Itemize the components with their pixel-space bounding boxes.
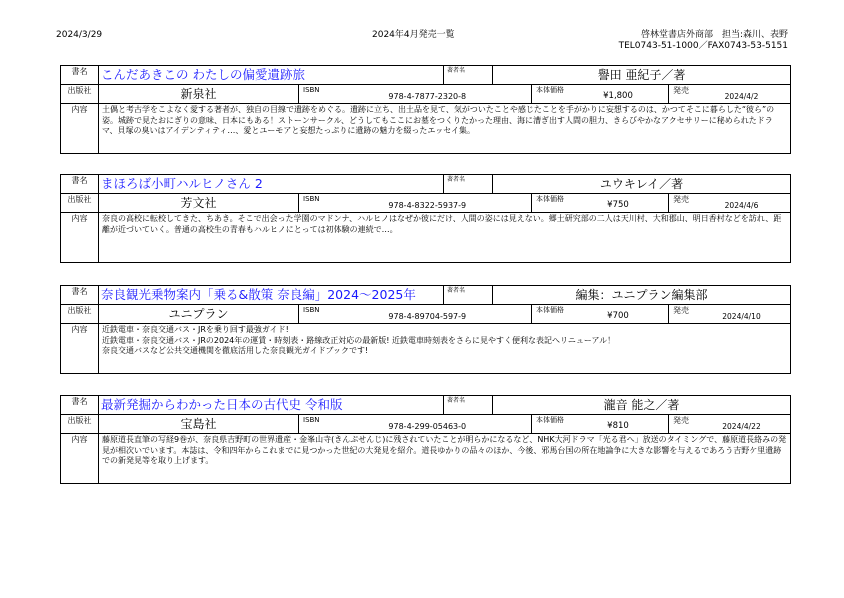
- author-label: 著者名: [444, 286, 493, 304]
- store-contact: [619, 30, 788, 52]
- book-isbn: 978-4-8322-5937-9: [388, 201, 467, 210]
- release-label: 発売: [673, 306, 689, 315]
- author-label: 著者名: [444, 66, 493, 84]
- book-description: 奈良の高校に転校してきた、ちあき。そこで出会った学園のマドンナ、ハルヒノはなぜか彼にだけ、人間の姿には見えない。郷土研究部の二人は天川村、大和郡山、明日香村などを訪れ、距離が近づいていく。普通の高校生の青春もハルヒノにとっては初体験の連続で…。: [102, 214, 782, 234]
- book-price: ¥700: [607, 311, 629, 321]
- list-date: 2024/3/29: [56, 30, 103, 40]
- book-title[interactable]: 最新発掘からわかった日本の古代史 令和版: [99, 396, 444, 414]
- publisher-label: 出版社: [61, 305, 99, 323]
- store-phone-fax: TEL0743-51-1000／FAX0743-53-5151: [618, 41, 788, 51]
- isbn-label: ISBN: [303, 306, 320, 314]
- title-label: 書名: [61, 286, 99, 304]
- book-publisher: ユニプラン: [99, 305, 299, 323]
- content-label: 内容: [61, 213, 99, 262]
- book-price: ¥1,800: [603, 91, 633, 101]
- store-staff: 啓林堂書店外商部 担当:森川、表野: [640, 30, 788, 40]
- book-title[interactable]: 奈良観光乗物案内「乗る&散策 奈良編」2024～2025年: [99, 286, 444, 304]
- book-meta-row: [61, 85, 790, 104]
- price-cell: [532, 194, 669, 212]
- isbn-label: ISBN: [303, 86, 320, 94]
- author-label: 著者名: [444, 175, 493, 193]
- book-content-row: [61, 104, 790, 153]
- price-cell: [532, 85, 669, 103]
- book-author: 編集：ユニプラン編集部: [575, 288, 708, 302]
- price-cell: [532, 415, 669, 433]
- publisher-label: 出版社: [61, 85, 99, 103]
- book-release-date: 2024/4/10: [722, 312, 761, 321]
- isbn-cell: [299, 194, 532, 212]
- book-author: ユウキレイ／著: [599, 177, 684, 191]
- book-publisher: 宝島社: [99, 415, 299, 433]
- release-cell: [669, 85, 790, 103]
- book-content-row: [61, 213, 790, 262]
- author-label: 著者名: [444, 396, 493, 414]
- title-label: 書名: [61, 396, 99, 414]
- title-label: 書名: [61, 175, 99, 193]
- price-label: 本体価格: [536, 86, 564, 94]
- release-label: 発売: [673, 195, 689, 204]
- book-title-row: [61, 66, 790, 85]
- isbn-cell: [299, 415, 532, 433]
- content-label: 内容: [61, 434, 99, 483]
- book-isbn: 978-4-89704-597-9: [388, 312, 467, 321]
- book-price: ¥750: [607, 200, 629, 210]
- price-label: 本体価格: [536, 416, 564, 424]
- book-card: [60, 174, 791, 263]
- book-meta-row: [61, 415, 790, 434]
- book-isbn: 978-4-7877-2320-8: [388, 92, 467, 101]
- book-description: 藤原道長直筆の写経9巻が、奈良県吉野町の世界遺産・金峯山寺(きんぷせんじ)に残されていたことが明らかになるなど、NHK大河ドラマ「光る君へ」放送のタイミングで、藤原道長絡みの発見が相次いでいます。本誌は、令和四年からこれまでに見つかった世紀の大発見を紹介。道長ゆかりの品々のほか、今後、邪馬台国の所在地論争に大きな影響を与えるであろう吉野ケ里遺跡での新発見等を取り上げます。: [102, 435, 787, 465]
- book-price: ¥810: [607, 421, 629, 431]
- release-cell: [669, 415, 790, 433]
- book-title[interactable]: まほろば小町ハルヒノさん 2: [99, 175, 444, 193]
- book-publisher: 新泉社: [99, 85, 299, 103]
- book-title-row: [61, 175, 790, 194]
- release-label: 発売: [673, 416, 689, 425]
- book-card: [60, 65, 791, 154]
- book-title-row: [61, 286, 790, 305]
- book-publisher: 芳文社: [99, 194, 299, 212]
- book-author: 譽田 亜紀子／著: [597, 68, 686, 82]
- book-author: 瀧音 能之／著: [603, 398, 680, 412]
- book-card: [60, 285, 791, 374]
- book-description: 近鉄電車・奈良交通バス・JRを乗り回す最強ガイド! 近鉄電車・奈良交通バス・JRの2024年の運賃・時刻表・路線改正対応の最新版! 近鉄電車時刻表をさらに見やすく便利な表記へリニューアル！ 奈良交通バスなど公共交通機関を徹底活用した奈良観光ガイドブックです!: [102, 325, 616, 355]
- content-label: 内容: [61, 324, 99, 373]
- book-title-row: [61, 396, 790, 415]
- book-card: [60, 395, 791, 484]
- price-cell: [532, 305, 669, 323]
- publisher-label: 出版社: [61, 415, 99, 433]
- isbn-cell: [299, 305, 532, 323]
- release-label: 発売: [673, 86, 689, 95]
- book-description: 土偶と考古学をこよなく愛する著者が、独自の目線で遺跡をめぐる。遺跡に立ち、出土品を見て、気がついたことや感じたことを手がかりに妄想するのは、かつてそこに暮らした“彼ら”の姿。城跡で見たおにぎりの意味、日本にもある！ストーンサークル、どうしてもここにお墓をつくりたかった理由、海に漕ぎ出す人間の胆力、きらびやかなアクセサリーに秘められたドラマ、貝塚の臭いはアイデンティティ…、愛とユーモアと妄想たっぷりに遺跡の魅力を綴ったエッセイ集。: [102, 105, 775, 135]
- book-meta-row: [61, 194, 790, 213]
- book-release-date: 2024/4/2: [724, 92, 759, 101]
- price-label: 本体価格: [536, 195, 564, 203]
- book-content-row: [61, 324, 790, 373]
- isbn-label: ISBN: [303, 416, 320, 424]
- price-label: 本体価格: [536, 306, 564, 314]
- book-title[interactable]: こんだあきこの わたしの偏愛遺跡旅: [99, 66, 444, 84]
- publisher-label: 出版社: [61, 194, 99, 212]
- book-release-date: 2024/4/22: [722, 422, 761, 431]
- book-release-date: 2024/4/6: [724, 201, 759, 210]
- title-label: 書名: [61, 66, 99, 84]
- isbn-cell: [299, 85, 532, 103]
- release-cell: [669, 194, 790, 212]
- book-isbn: 978-4-299-05463-0: [388, 422, 467, 431]
- content-label: 内容: [61, 104, 99, 153]
- release-cell: [669, 305, 790, 323]
- isbn-label: ISBN: [303, 195, 320, 203]
- book-content-row: [61, 434, 790, 483]
- book-meta-row: [61, 305, 790, 324]
- list-title: 2024年4月発売一覧: [372, 30, 455, 40]
